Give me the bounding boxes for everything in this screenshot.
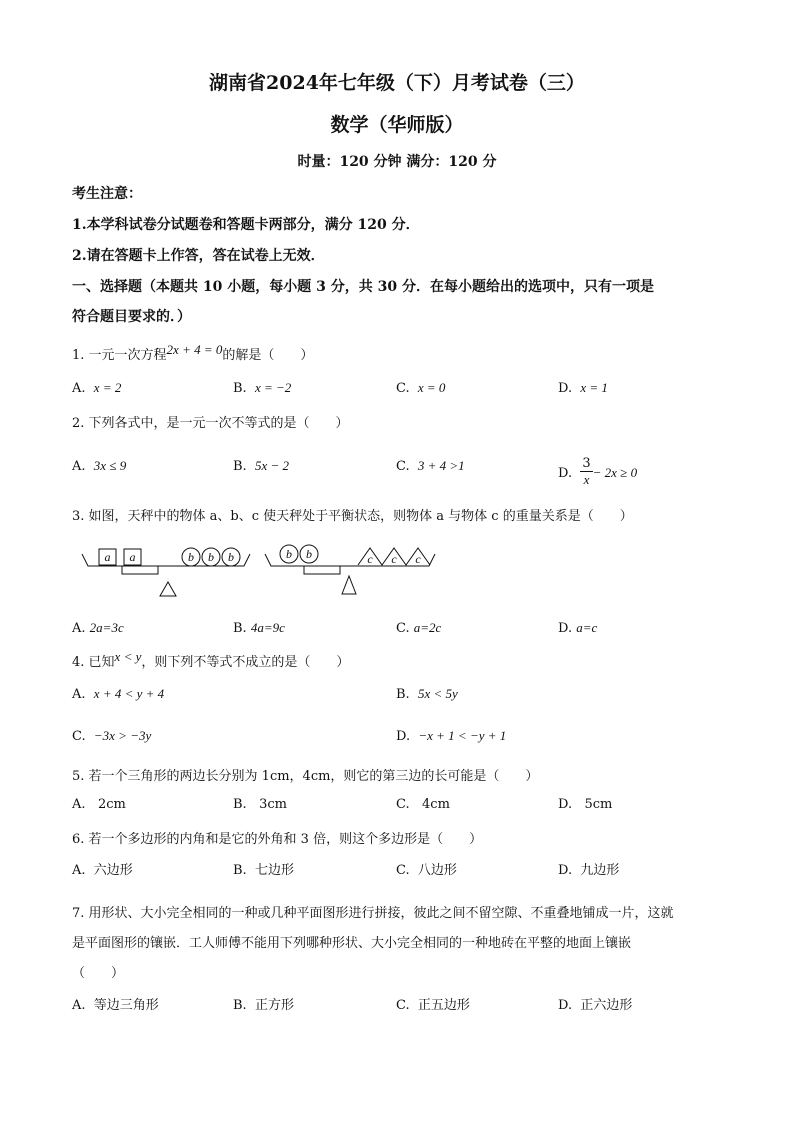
question-7-option-d: D. 正六边形 (558, 998, 633, 1013)
triangle-label: c (415, 552, 421, 566)
circle-label: b (306, 547, 312, 561)
question-4-option-b: B. 5x < 5y (396, 686, 458, 702)
question-7-option-c: C. 正五边形 (396, 998, 470, 1013)
question-1-stem (72, 344, 313, 363)
fraction: $\frac{3}{x}$ (582, 456, 591, 487)
question-1-option-b: B. x = −2 (233, 380, 292, 396)
question-2-option-a: A. 3x ≤ 9 (72, 458, 127, 474)
section-heading-line2: 符合题目要求的．） (72, 309, 191, 325)
right-scale-fulcrum (342, 576, 356, 594)
triangle-label: c (367, 552, 373, 566)
paper-title: 湖南省2024年七年级（下）月考试卷（三） (209, 72, 585, 94)
balance-scales-figure (72, 538, 444, 604)
question-1-option-a: A. x = 2 (72, 380, 122, 396)
question-6-option-b: B. 七边形 (233, 863, 294, 878)
question-1-equation: 2x + 4 = 0 (166, 342, 223, 357)
triangle-label: c (391, 552, 397, 566)
question-7-stem-line3: （ ） (72, 966, 125, 981)
question-5-option-c: C. 4cm (396, 797, 450, 812)
question-1-option-c: C. x = 0 (396, 380, 446, 396)
question-3-option-c: C. a=2c (396, 620, 442, 636)
circle-label: b (286, 547, 292, 561)
question-6-option-a: A. 六边形 (72, 863, 133, 878)
box-label: a (104, 550, 111, 564)
question-7-option-a: A. 等边三角形 (72, 998, 159, 1013)
question-6-stem: 6. 若一个多边形的内角和是它的外角和 3 倍，则这个多边形是（ ） (72, 832, 483, 847)
question-1-text-pre: 1. 一元一次方程 (72, 348, 167, 363)
question-3-option-b: B. 4a=9c (233, 620, 285, 636)
left-scale-fulcrum (160, 582, 176, 596)
question-3-option-a: A. 2a=3c (72, 620, 124, 636)
question-1-option-d: D. x = 1 (558, 380, 608, 396)
right-scale-base (304, 566, 340, 574)
question-4-stem (72, 651, 349, 670)
question-7-stem-line1: 7. 用形状、大小完全相同的一种或几种平面图形进行拼接，彼此之间不留空隙、不重叠地铺成一片，这就 (72, 906, 674, 921)
question-2-option-d: D. $\frac{3}{x}$ − 2x ≥ 0 (558, 456, 638, 487)
circle-label: b (208, 550, 214, 564)
question-2-option-b: B. 5x − 2 (233, 458, 289, 474)
question-5-option-b: B. 3cm (233, 797, 287, 812)
question-6-option-d: D. 九边形 (558, 863, 620, 878)
section-heading-line1: 一、选择题（本题共 10 小题，每小题 3 分，共 30 分．在每小题给出的选项中，只有一项是 (72, 279, 654, 295)
notice-item-1: 1.本学科试卷分试题卷和答题卡两部分，满分 120 分． (72, 217, 420, 233)
question-3-option-d: D. a=c (558, 620, 598, 636)
question-7-stem-line2: 是平面图形的镶嵌．工人师傅不能用下列哪种形状、大小完全相同的一种地砖在平整的地面上镶嵌 (72, 936, 632, 951)
circle-label: b (188, 550, 194, 564)
question-3-stem: 3. 如图，天秤中的物体 a、b、c 使天秤处于平衡状态，则物体 a 与物体 c 的重量关系是（ ） (72, 509, 633, 524)
question-4-option-d: D. −x + 1 < −y + 1 (396, 728, 507, 744)
question-5-option-d: D. 5cm (558, 797, 613, 812)
paper-subtitle: 数学（华师版） (330, 114, 464, 136)
notice-item-2: 2.请在答题卡上作答，答在试卷上无效． (72, 248, 325, 264)
left-scale-base (122, 566, 158, 574)
notice-heading: 考生注意： (72, 186, 142, 202)
question-4-text-post: ，则下列不等式不成立的是（ ） (141, 655, 350, 670)
time-score-line: 时量：120 分钟 满分：120 分 (297, 154, 497, 170)
question-4-condition: x < y (114, 649, 142, 664)
question-1-text-post: 的解是（ ） (222, 348, 314, 363)
question-5-option-a: A. 2cm (72, 797, 126, 812)
question-5-stem: 5. 若一个三角形的两边长分别为 1cm，4cm，则它的第三边的长可能是（ ） (72, 769, 539, 784)
question-2-stem: 2. 下列各式中，是一元一次不等式的是（ ） (72, 416, 349, 431)
question-2-option-c: C. 3 + 4 >1 (396, 458, 465, 474)
circle-label: b (228, 550, 234, 564)
question-7-option-b: B. 正方形 (233, 998, 294, 1013)
question-4-option-a: A. x + 4 < y + 4 (72, 686, 165, 702)
question-4-option-c: C. −3x > −3y (72, 728, 152, 744)
box-label: a (129, 550, 136, 564)
question-6-option-c: C. 八边形 (396, 863, 457, 878)
question-4-text-pre: 4. 已知 (72, 655, 115, 670)
